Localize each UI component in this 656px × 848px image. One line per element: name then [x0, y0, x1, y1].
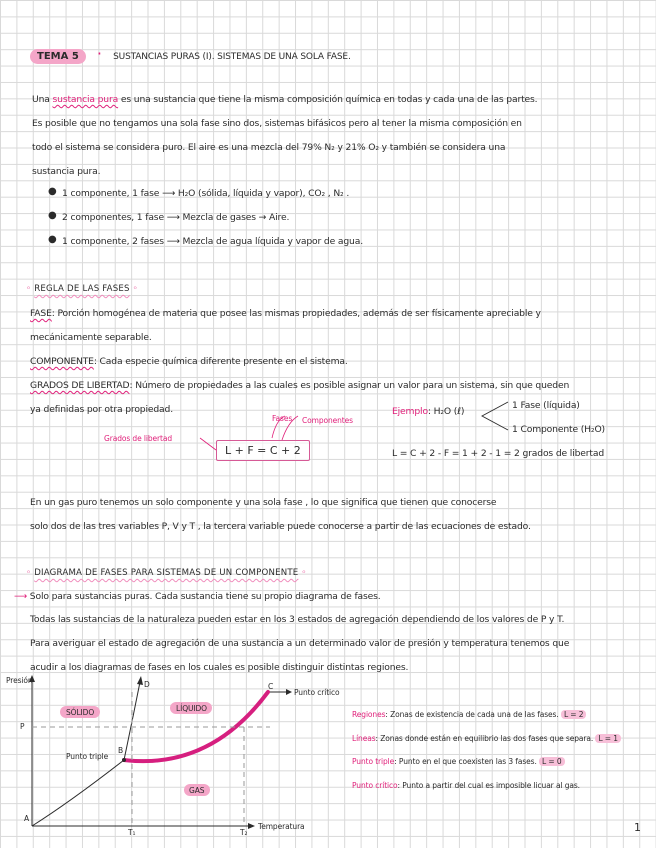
section-heading-regla: ◦ REGLA DE LAS FASES ◦: [26, 284, 138, 294]
legend-lineas: Líneas: Zonas donde están en equilibrio las dos fases que separa. L = 1: [352, 734, 621, 743]
ejemplo-componente: 1 Componente (H₂O): [512, 424, 605, 435]
term-grados: GRADOS DE LIBERTAD: [30, 380, 130, 391]
term-sustancia-pura: sustancia pura: [52, 94, 119, 105]
critical-point-label: Punto crítico: [294, 688, 340, 697]
bullet-dot-icon: ●: [48, 234, 57, 245]
ejemplo: Ejemplo: H₂O (ℓ): [392, 406, 465, 417]
tag-l1: L = 1: [595, 734, 621, 743]
term-componente: COMPONENTE: [30, 356, 94, 367]
grados-definition-2: ya definidas por otra propiedad.: [30, 404, 173, 415]
bullet-dot-icon: ●: [48, 210, 57, 221]
point-d: D: [144, 680, 150, 689]
point-a: A: [24, 814, 30, 823]
diagrama-line-4: acudir a los diagramas de fases en los cuales es posible distinguir distintas regiones.: [30, 662, 409, 673]
gas-line-2: solo dos de las tres variables P, V y T , la tercera variable puede conocerse a partir de las ecuaciones de estado.: [30, 521, 531, 532]
intro-line-1: Una sustancia pura es una sustancia que tiene la misma composición química en todas y cada una de las partes.: [32, 94, 538, 105]
tag-l0: L = 0: [539, 757, 565, 766]
term-fase: FASE: [30, 308, 52, 319]
bullet-1: 1 componente, 1 fase ⟶ H₂O (sólida, líquida y vapor), CO₂ , N₂ .: [62, 188, 350, 199]
fase-definition-2: mecánicamente separable.: [30, 332, 152, 343]
section-heading-diagrama: ◦ DIAGRAMA DE FASES PARA SISTEMAS DE UN COMPONENTE ◦: [26, 568, 307, 578]
intro-line-3: todo el sistema se considera puro. El aire es una mezcla del 79% N₂ y 21% O₂ y también se considera una: [32, 142, 506, 153]
componente-definition: COMPONENTE: Cada especie química diferente presente en el sistema.: [30, 356, 348, 367]
bullet-2: 2 componentes, 1 fase ⟶ Mezcla de gases → Aire.: [62, 212, 290, 223]
triple-point-label: Punto triple: [66, 752, 109, 761]
point-c: C: [268, 682, 274, 691]
topic-tag: TEMA 5: [30, 49, 86, 64]
region-liquid: LÍQUIDO: [176, 704, 207, 713]
tag-l2: L = 2: [561, 710, 587, 719]
p-label: P: [20, 722, 25, 731]
grados-definition-1: GRADOS DE LIBERTAD: Número de propiedades a las cuales es posible asignar un valor para un sistema, sin que queden: [30, 380, 570, 391]
ejemplo-fase: 1 Fase (líquida): [512, 400, 580, 411]
ejemplo-calculo: L = C + 2 - F = 1 + 2 - 1 = 2 grados de libertad: [392, 448, 605, 459]
axis-x-label: Temperatura: [258, 822, 305, 831]
phase-diagram: [0, 672, 340, 842]
header: [30, 44, 351, 63]
page-number: 1: [634, 821, 641, 834]
fase-definition-1: FASE: Porción homogénea de materia que posee las mismas propiedades, además de ser físicamente apreciable y: [30, 308, 541, 319]
t2-label: T₂: [240, 828, 248, 837]
axis-y-label: Presión: [6, 676, 33, 685]
region-solid: SÓLIDO: [66, 708, 95, 717]
diagrama-line-2: Todas las sustancias de la naturaleza pueden estar en los 3 estados de agregación dependiendo de los valores de P y T.: [30, 614, 565, 625]
brace-icon: [476, 398, 512, 434]
label-fases: Fases: [272, 414, 293, 423]
diagrama-line-3: Para averiguar el estado de agregación de una sustancia a un determinado valor de presión y temperatura tenemos que: [30, 638, 570, 649]
intro-line-4: sustancia pura.: [32, 166, 101, 177]
t1-label: T₁: [128, 828, 136, 837]
label-grados: Grados de libertad: [104, 434, 173, 443]
legend-triple: Punto triple: Punto en el que coexisten las 3 fases. L = 0: [352, 757, 565, 766]
header-bullet: ·: [96, 44, 102, 63]
bullet-dot-icon: ●: [48, 186, 57, 197]
bullet-3: 1 componente, 2 fases ⟶ Mezcla de agua líquida y vapor de agua.: [62, 236, 363, 247]
legend-critico: Punto crítico: Punto a partir del cual es imposible licuar al gas.: [352, 781, 580, 790]
point-b: B: [118, 746, 124, 755]
page-title: SUSTANCIAS PURAS (I). SISTEMAS DE UNA SOLA FASE.: [113, 52, 351, 62]
legend-regiones: Regiones: Zonas de existencia de cada una de las fases. L = 2: [352, 710, 586, 719]
label-componentes: Componentes: [302, 416, 353, 425]
diagrama-line-1: ⟶ Solo para sustancias puras. Cada sustancia tiene su propio diagrama de fases.: [14, 591, 381, 602]
region-gas: GAS: [189, 786, 205, 795]
phase-rule-formula: L + F = C + 2: [216, 440, 310, 461]
gas-line-1: En un gas puro tenemos un solo componente y una sola fase , lo que significa que tienen que conocerse: [30, 497, 497, 508]
intro-line-2: Es posible que no tengamos una sola fase sino dos, sistemas bifásicos pero al tener la misma composición en: [32, 118, 522, 129]
